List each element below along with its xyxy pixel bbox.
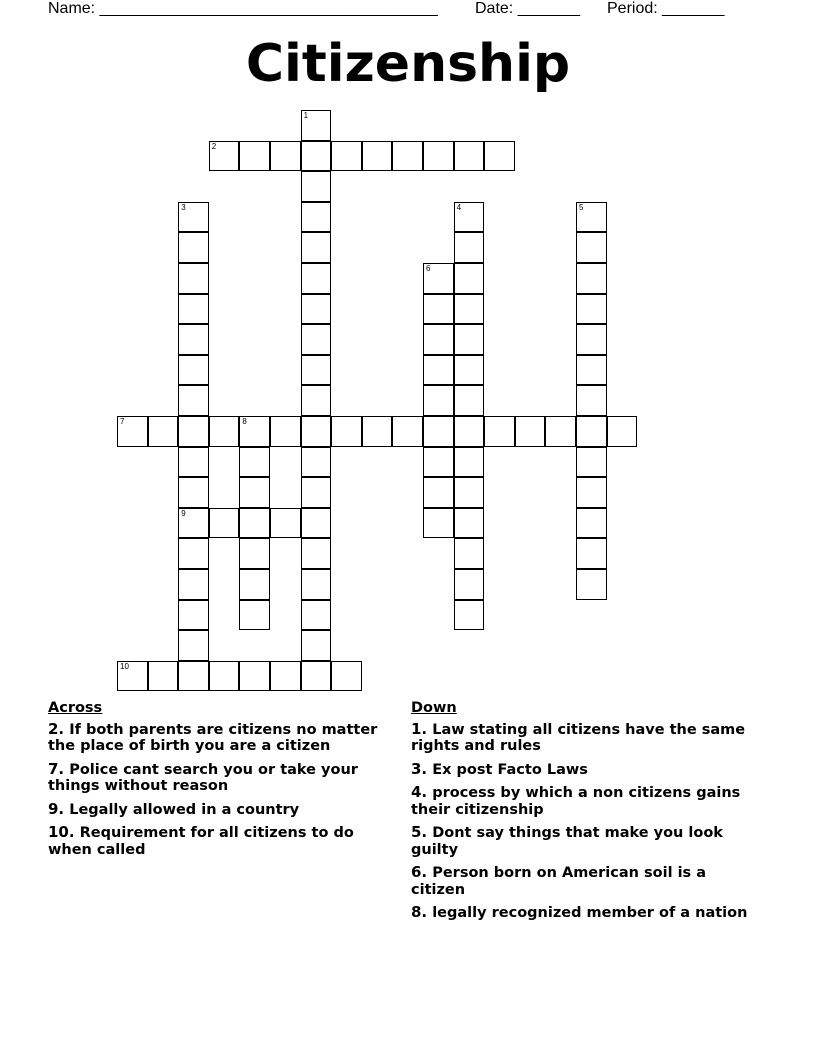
grid-cell[interactable] bbox=[576, 538, 607, 569]
grid-cell[interactable] bbox=[301, 110, 332, 141]
grid-cell[interactable] bbox=[178, 538, 209, 569]
puzzle-title: Citizenship bbox=[245, 34, 571, 94]
across-clues bbox=[48, 700, 398, 864]
grid-cell[interactable] bbox=[301, 232, 332, 263]
grid-cell[interactable] bbox=[301, 385, 332, 416]
grid-cell[interactable] bbox=[301, 294, 332, 325]
clue-text: Requirement for all citizens to do when called bbox=[48, 825, 354, 858]
grid-cell[interactable] bbox=[454, 202, 485, 233]
cell-number: 10 bbox=[120, 661, 129, 671]
grid-cell[interactable] bbox=[178, 202, 209, 233]
grid-cell[interactable] bbox=[301, 263, 332, 294]
grid-cell[interactable] bbox=[148, 416, 179, 447]
grid-cell[interactable] bbox=[239, 538, 270, 569]
grid-cell[interactable] bbox=[209, 508, 240, 539]
clue-text: Ex post Facto Laws bbox=[432, 761, 588, 778]
period-field-label[interactable]: Period: _______ bbox=[607, 0, 725, 17]
grid-cell[interactable] bbox=[576, 385, 607, 416]
grid-cell[interactable] bbox=[576, 202, 607, 233]
grid-cell[interactable] bbox=[301, 416, 332, 447]
grid-cell[interactable] bbox=[423, 477, 454, 508]
grid-cell[interactable] bbox=[576, 416, 607, 447]
grid-cell[interactable] bbox=[423, 447, 454, 478]
grid-cell[interactable] bbox=[423, 324, 454, 355]
down-clue bbox=[411, 864, 756, 898]
grid-cell[interactable] bbox=[117, 416, 148, 447]
grid-cell[interactable] bbox=[423, 141, 454, 172]
grid-cell[interactable] bbox=[454, 538, 485, 569]
grid-cell[interactable] bbox=[454, 508, 485, 539]
clue-number: 9. bbox=[48, 799, 65, 818]
grid-cell[interactable] bbox=[178, 661, 209, 692]
down-clue bbox=[411, 721, 756, 755]
grid-cell[interactable] bbox=[423, 416, 454, 447]
grid-cell[interactable] bbox=[423, 385, 454, 416]
grid-cell[interactable] bbox=[423, 508, 454, 539]
grid-cell[interactable] bbox=[270, 141, 301, 172]
grid-cell[interactable] bbox=[545, 416, 576, 447]
clue-text: Person born on American soil is a citizen bbox=[411, 865, 707, 898]
grid-cell[interactable] bbox=[454, 263, 485, 294]
grid-cell[interactable] bbox=[576, 355, 607, 386]
cell-number: 7 bbox=[120, 417, 125, 426]
grid-cell[interactable] bbox=[239, 447, 270, 478]
grid-cell[interactable] bbox=[484, 141, 515, 172]
grid-cell[interactable] bbox=[301, 324, 332, 355]
clue-number: 8. bbox=[411, 903, 428, 921]
cell-number: 6 bbox=[426, 264, 431, 273]
grid-cell[interactable] bbox=[454, 569, 485, 600]
grid-cell[interactable] bbox=[331, 416, 362, 447]
grid-cell[interactable] bbox=[362, 141, 393, 172]
down-clues bbox=[411, 700, 756, 928]
down-clue bbox=[411, 904, 756, 922]
clue-text: Dont say things that make you look guilty bbox=[411, 825, 723, 858]
grid-cell[interactable] bbox=[576, 508, 607, 539]
grid-cell[interactable] bbox=[239, 600, 270, 631]
grid-cell[interactable] bbox=[454, 141, 485, 172]
grid-cell[interactable] bbox=[423, 355, 454, 386]
across-clue bbox=[48, 721, 398, 755]
grid-cell[interactable] bbox=[178, 477, 209, 508]
grid-cell[interactable] bbox=[301, 477, 332, 508]
grid-cell[interactable] bbox=[392, 416, 423, 447]
grid-cell[interactable] bbox=[301, 355, 332, 386]
clue-number: 7. bbox=[48, 759, 65, 778]
down-clue bbox=[411, 761, 756, 779]
grid-cell[interactable] bbox=[148, 661, 179, 692]
grid-cell[interactable] bbox=[423, 263, 454, 294]
grid-cell[interactable] bbox=[576, 447, 607, 478]
cell-number: 2 bbox=[211, 141, 217, 151]
cell-number: 9 bbox=[181, 508, 186, 518]
grid-cell[interactable] bbox=[301, 661, 332, 692]
grid-cell[interactable] bbox=[178, 416, 209, 447]
grid-cell[interactable] bbox=[454, 355, 485, 386]
grid-cell[interactable] bbox=[515, 416, 546, 447]
grid-cell[interactable] bbox=[392, 141, 423, 172]
grid-cell[interactable] bbox=[454, 600, 485, 631]
cell-number: 1 bbox=[303, 111, 309, 120]
grid-cell[interactable] bbox=[178, 294, 209, 325]
grid-cell[interactable] bbox=[209, 141, 240, 172]
grid-cell[interactable] bbox=[209, 416, 240, 447]
clue-text: Law stating all citizens have the same rights and rules bbox=[411, 721, 746, 754]
across-heading: Across bbox=[48, 700, 103, 716]
grid-cell[interactable] bbox=[607, 416, 638, 447]
grid-cell[interactable] bbox=[239, 508, 270, 539]
grid-cell[interactable] bbox=[576, 232, 607, 263]
grid-cell[interactable] bbox=[301, 447, 332, 478]
grid-cell[interactable] bbox=[178, 324, 209, 355]
grid-cell[interactable] bbox=[576, 294, 607, 325]
grid-cell[interactable] bbox=[117, 661, 148, 692]
grid-cell[interactable] bbox=[301, 600, 332, 631]
clue-text: process by which a non citizens gains their citizenship bbox=[411, 785, 741, 818]
clue-text: Police cant search you or take your things without reason bbox=[48, 761, 358, 794]
grid-cell[interactable] bbox=[576, 324, 607, 355]
grid-cell[interactable] bbox=[484, 416, 515, 447]
grid-cell[interactable] bbox=[239, 569, 270, 600]
grid-cell[interactable] bbox=[454, 416, 485, 447]
clue-number: 1. bbox=[411, 719, 428, 738]
date-field-label[interactable]: Date: _______ bbox=[475, 0, 580, 17]
grid-cell[interactable] bbox=[301, 538, 332, 569]
clue-number: 3. bbox=[411, 759, 428, 778]
grid-cell[interactable] bbox=[178, 263, 209, 294]
grid-cell[interactable] bbox=[239, 477, 270, 508]
grid-cell[interactable] bbox=[301, 508, 332, 539]
grid-cell[interactable] bbox=[331, 141, 362, 172]
cell-number: 8 bbox=[242, 417, 247, 426]
grid-cell[interactable] bbox=[301, 630, 332, 661]
clue-number: 2. bbox=[48, 719, 65, 738]
grid-cell[interactable] bbox=[576, 569, 607, 600]
grid-cell[interactable] bbox=[178, 600, 209, 631]
down-clue bbox=[411, 784, 756, 818]
down-heading: Down bbox=[411, 700, 457, 716]
grid-cell[interactable] bbox=[576, 263, 607, 294]
grid-cell[interactable] bbox=[301, 202, 332, 233]
grid-cell[interactable] bbox=[270, 661, 301, 692]
grid-cell[interactable] bbox=[270, 416, 301, 447]
down-clue bbox=[411, 824, 756, 858]
clue-text: legally recognized member of a nation bbox=[432, 905, 748, 921]
grid-cell[interactable] bbox=[178, 569, 209, 600]
grid-cell[interactable] bbox=[301, 141, 332, 172]
grid-cell[interactable] bbox=[454, 447, 485, 478]
grid-cell[interactable] bbox=[423, 294, 454, 325]
worksheet-header bbox=[48, 0, 748, 20]
grid-cell[interactable] bbox=[301, 569, 332, 600]
across-clue bbox=[48, 824, 398, 858]
grid-cell[interactable] bbox=[178, 355, 209, 386]
grid-cell[interactable] bbox=[178, 232, 209, 263]
grid-cell[interactable] bbox=[270, 508, 301, 539]
grid-cell[interactable] bbox=[209, 661, 240, 692]
clue-number: 6. bbox=[411, 863, 428, 881]
grid-cell[interactable] bbox=[362, 416, 393, 447]
grid-cell[interactable] bbox=[178, 447, 209, 478]
grid-cell[interactable] bbox=[301, 171, 332, 202]
grid-cell[interactable] bbox=[178, 630, 209, 661]
cell-number: 3 bbox=[181, 202, 186, 212]
grid-cell[interactable] bbox=[454, 385, 485, 416]
clue-text: If both parents are citizens no matter the place of birth you are a citizen bbox=[48, 721, 378, 754]
clue-number: 4. bbox=[411, 783, 428, 801]
grid-cell[interactable] bbox=[178, 508, 209, 539]
across-clue bbox=[48, 801, 398, 819]
grid-cell[interactable] bbox=[454, 324, 485, 355]
cell-number: 5 bbox=[579, 202, 584, 212]
clue-text: Legally allowed in a country bbox=[69, 801, 300, 818]
grid-cell[interactable] bbox=[454, 294, 485, 325]
grid-cell[interactable] bbox=[239, 661, 270, 692]
clue-number: 10. bbox=[48, 823, 75, 841]
name-field-label[interactable]: Name: ______________________________________ bbox=[48, 0, 438, 17]
grid-cell[interactable] bbox=[454, 477, 485, 508]
grid-cell[interactable] bbox=[576, 477, 607, 508]
grid-cell[interactable] bbox=[239, 141, 270, 172]
grid-cell[interactable] bbox=[454, 232, 485, 263]
across-clue bbox=[48, 761, 398, 795]
grid-cell[interactable] bbox=[178, 385, 209, 416]
cell-number: 4 bbox=[456, 202, 462, 212]
grid-cell[interactable] bbox=[331, 661, 362, 692]
grid-cell[interactable] bbox=[239, 416, 270, 447]
clue-number: 5. bbox=[411, 823, 428, 841]
